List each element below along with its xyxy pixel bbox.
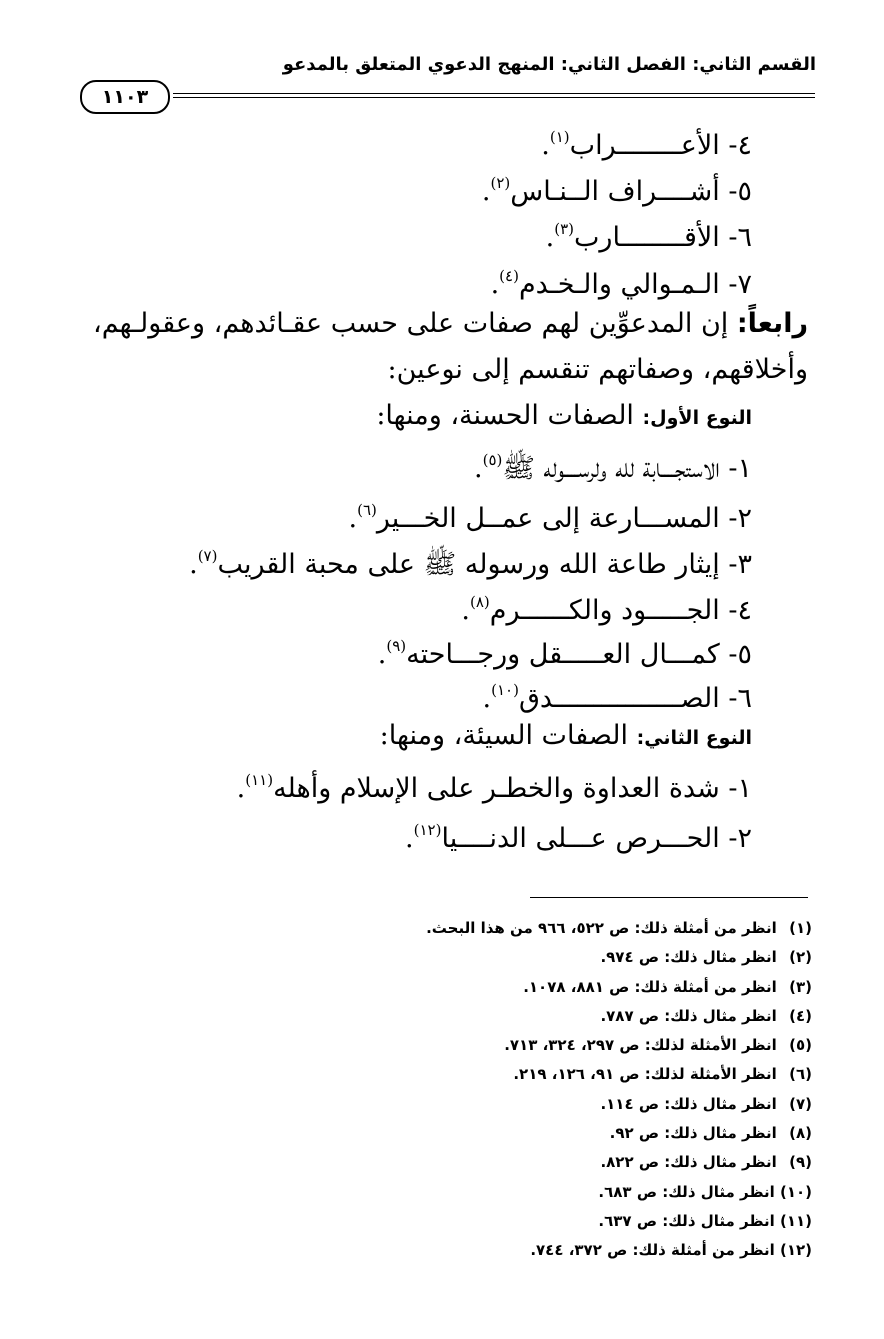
list-item: ٥- كمـــال العـــــقل ورجـــاحته$^{(٩)}$. xyxy=(377,637,752,670)
footnote: (٤) انظر مثال ذلك: ص ٧٨٧. xyxy=(600,1006,812,1025)
list-item: ٣- إيثار طاعة الله ورسوله ﷺ على محبة القريب$^{(٧)}$. xyxy=(189,547,752,580)
footnote-ref: (٥) xyxy=(482,451,503,469)
header-rule xyxy=(173,93,815,98)
footnote-ref: (٤) xyxy=(499,267,519,285)
footnote: (٩) انظر مثال ذلك: ص ٨٢٢. xyxy=(600,1153,812,1172)
footnote-rule xyxy=(530,897,808,898)
list-item: ٤- الجـــــود والكــــــرم$^{(٨)}$. xyxy=(461,593,752,626)
footnote: (١٠) انظر مثال ذلك: ص ٦٨٣. xyxy=(598,1182,812,1201)
paragraph-line: وأخلاقهم، وصفاتهم تنقسم إلى نوعين: xyxy=(387,354,808,385)
footnote: (١١) انظر مثال ذلك: ص ٦٣٧. xyxy=(598,1211,812,1230)
footnote: (٧) انظر مثال ذلك: ص ١١٤. xyxy=(600,1094,812,1113)
section-heading: النوع الأول: الصفات الحسنة، ومنها: xyxy=(376,400,752,431)
list-item: ٥- أشــــراف الــنـاس$^{(٢)}$. xyxy=(481,174,752,207)
list-item: ٦- الأقــــــــارب$^{(٣)}$. xyxy=(545,220,752,253)
list-item: ١- الاستجــــابة لله ولرســــوله ﷺ$^{(٥)}$. xyxy=(473,451,752,484)
list-item: ٤- الأعــــــــراب$^{(١)}$. xyxy=(541,128,752,161)
footnote-ref: (١١) xyxy=(245,771,274,789)
running-title: القسم الثاني: الفصل الثاني: المنهج الدعوي المتعلق بالمدعو xyxy=(282,54,816,75)
footnote-ref: (١٢) xyxy=(413,821,442,839)
footnote-ref: (٢) xyxy=(490,174,511,192)
list-item: ٢- المســـارعة إلى عمــل الخـــير$^{(٦)}$. xyxy=(348,501,752,534)
footnote: (١) انظر من أمثلة ذلك: ص ٥٢٢، ٩٦٦ من هذا البحث. xyxy=(426,919,812,937)
footnote-ref: (٩) xyxy=(386,637,407,655)
footnote: (١٢) انظر من أمثلة ذلك: ص ٣٧٢، ٧٤٤. xyxy=(530,1241,812,1260)
footnote-ref: (١) xyxy=(549,128,570,146)
list-item: ٦- الصــــــــــــــــدق$^{(١٠)}$. xyxy=(482,681,752,714)
footnote-ref: (٣) xyxy=(554,220,574,238)
footnote-ref: (٧) xyxy=(197,547,218,565)
page-number: ١١٠٣ xyxy=(80,80,170,114)
footnote: (٨) انظر مثال ذلك: ص ٩٢. xyxy=(609,1124,812,1143)
paragraph-lead: رابعاً: xyxy=(736,308,808,339)
footnote: (٢) انظر مثال ذلك: ص ٩٧٤. xyxy=(600,948,812,967)
footnote-ref: (١٠) xyxy=(491,681,519,699)
footnote: (٦) انظر الأمثلة لذلك: ص ٩١، ١٢٦، ٢١٩. xyxy=(513,1065,812,1084)
list-item: ١- شدة العداوة والخطـر على الإسلام وأهله$^{(١١)}$. xyxy=(236,771,752,804)
paragraph-line: رابعاً: إن المدعوِّين لهم صفات على حسب عقـائدهم، وعقولـهم، xyxy=(93,308,808,339)
footnote: (٥) انظر الأمثلة لذلك: ص ٢٩٧، ٣٢٤، ٧١٣. xyxy=(504,1036,812,1055)
footnotes xyxy=(252,914,812,1266)
footnote-ref: (٨) xyxy=(469,593,490,611)
footnote-ref: (٦) xyxy=(357,501,377,519)
footnote: (٣) انظر من أمثلة ذلك: ص ٨٨١، ١٠٧٨. xyxy=(523,977,812,996)
section-heading: النوع الثاني: الصفات السيئة، ومنها: xyxy=(379,720,752,751)
list-item: ٢- الحـــرص عـــلى الدنــــيا$^{(١٢)}$. xyxy=(405,821,752,854)
list-item: ٧- الـمـوالي والـخـدم$^{(٤)}$. xyxy=(490,267,752,300)
